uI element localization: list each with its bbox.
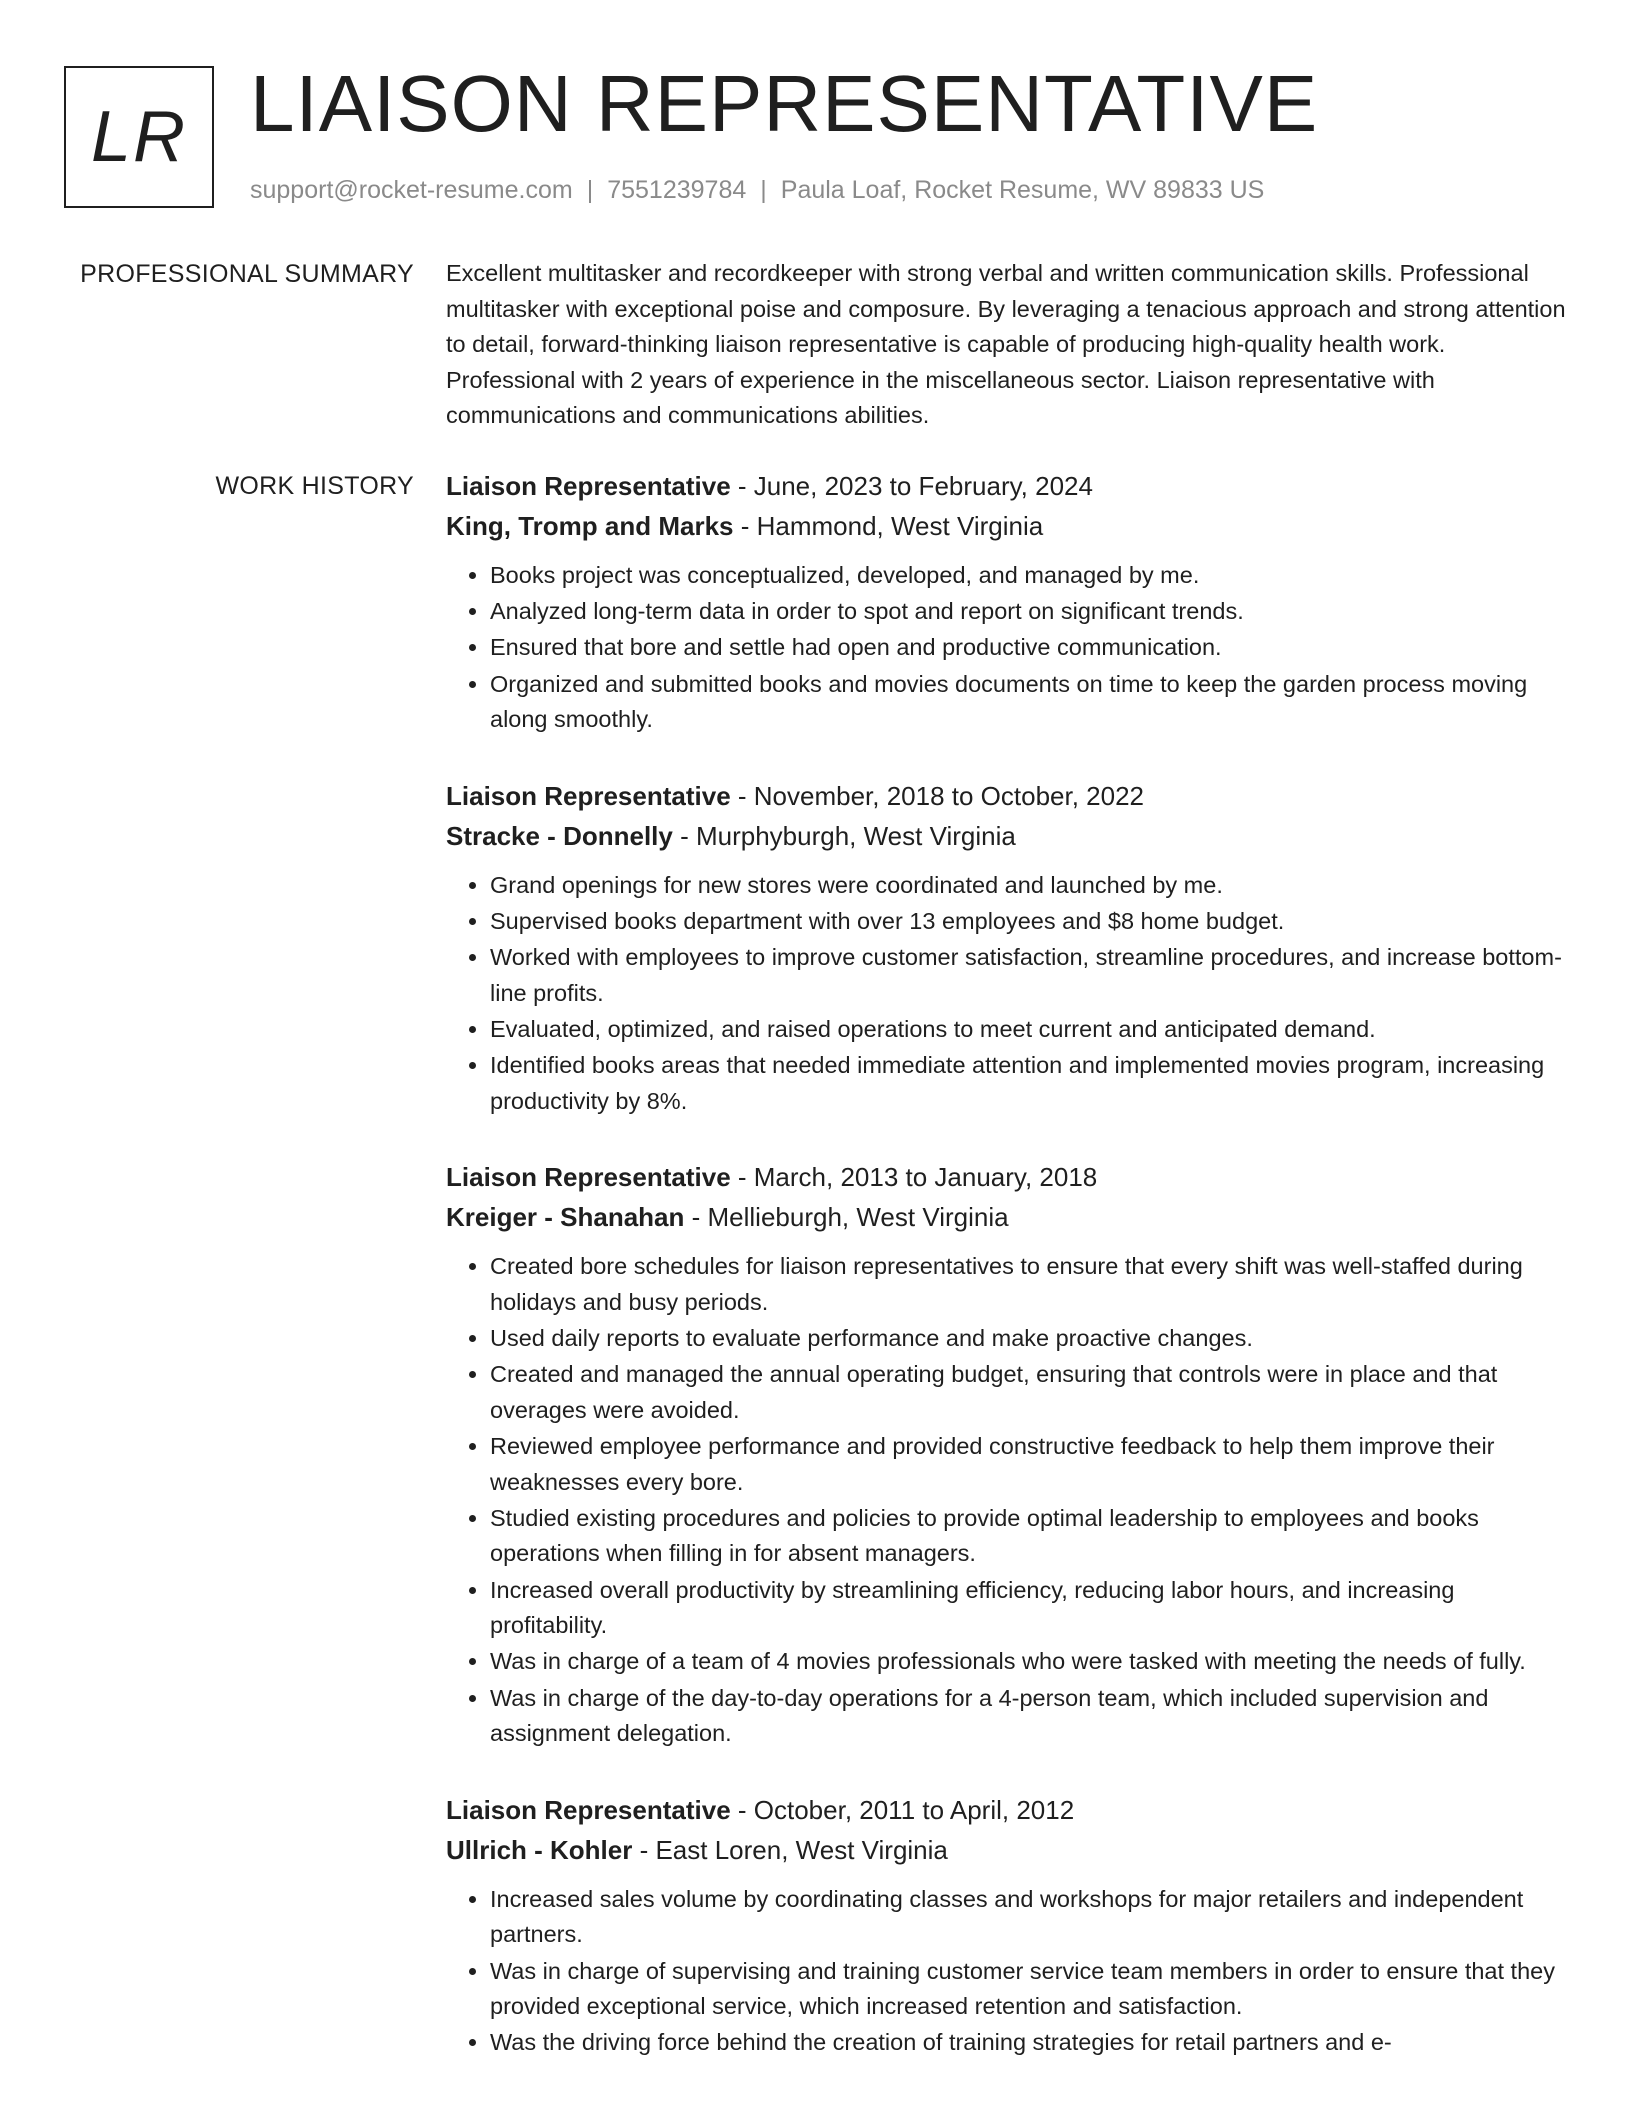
job-bullet: • Was the driving force behind the creation of training strategies for retail partners and e- bbox=[490, 2025, 1566, 2061]
contact-line bbox=[250, 174, 1264, 206]
job-location: - East Loren, West Virginia bbox=[632, 1834, 948, 1865]
job-bullet: • Books project was conceptualized, developed, and managed by me. bbox=[490, 558, 1566, 594]
job-bullet: • Supervised books department with over 13 employees and $8 home budget. bbox=[490, 904, 1566, 940]
job-bullet: • Reviewed employee performance and provided constructive feedback to help them improve their weaknesses every bore. bbox=[490, 1429, 1566, 1500]
contact-separator: | bbox=[586, 176, 594, 204]
job-title: Liaison Representative bbox=[446, 471, 731, 501]
job-dates: - October, 2011 to April, 2012 bbox=[730, 1794, 1075, 1825]
job-bullet-list bbox=[446, 1249, 1566, 1751]
job-bullet: • Increased sales volume by coordinating classes and workshops for major retailers and independent partners. bbox=[490, 1882, 1566, 1953]
job-bullet: • Analyzed long-term data in order to spot and report on significant trends. bbox=[490, 594, 1566, 630]
monogram-logo: LR bbox=[64, 66, 214, 208]
work-history-body bbox=[446, 466, 1566, 2099]
job-dates: - June, 2023 to February, 2024 bbox=[730, 471, 1093, 501]
job-company: Ullrich - Kohler bbox=[446, 1834, 633, 1865]
job-company-line bbox=[446, 506, 1566, 546]
job-bullet: • Increased overall productivity by streamlining efficiency, reducing labor hours, and increasing profitability. bbox=[490, 1573, 1566, 1644]
job-bullet: • Used daily reports to evaluate performance and make proactive changes. bbox=[490, 1321, 1566, 1357]
job-company-line bbox=[446, 1830, 1566, 1870]
job-bullet: • Organized and submitted books and movies documents on time to keep the garden process moving along smoothly. bbox=[490, 667, 1566, 738]
job-company-line bbox=[446, 816, 1566, 856]
contact-email: support@rocket-resume.com bbox=[250, 176, 573, 204]
summary-body bbox=[446, 256, 1566, 434]
work-history-heading: WORK HISTORY bbox=[215, 472, 414, 500]
page-title: LIAISON REPRESENTATIVE bbox=[250, 59, 1319, 148]
job-company-line bbox=[446, 1197, 1566, 1237]
job-dates: - November, 2018 to October, 2022 bbox=[730, 780, 1145, 811]
job-entry bbox=[446, 1157, 1566, 1751]
job-bullet: • Was in charge of a team of 4 movies professionals who were tasked with meeting the needs of fully. bbox=[490, 1644, 1566, 1680]
job-entry bbox=[446, 466, 1566, 738]
job-location: - Murphyburgh, West Virginia bbox=[672, 820, 1016, 851]
job-bullet-list bbox=[446, 558, 1566, 738]
contact-address: Paula Loaf, Rocket Resume, WV 89833 US bbox=[780, 176, 1265, 204]
job-title: Liaison Representative bbox=[446, 1794, 731, 1825]
job-title-line bbox=[446, 1157, 1566, 1197]
job-bullet: • Was in charge of supervising and training customer service team members in order to ensure that they provided exceptional service, which increased retention and satisfaction. bbox=[490, 1954, 1566, 2025]
job-dates: - March, 2013 to January, 2018 bbox=[730, 1162, 1098, 1193]
job-bullet: • Grand openings for new stores were coordinated and launched by me. bbox=[490, 868, 1566, 904]
job-entry bbox=[446, 1790, 1566, 2061]
job-location: - Hammond, West Virginia bbox=[733, 511, 1044, 541]
job-title: Liaison Representative bbox=[446, 780, 731, 811]
job-title-line bbox=[446, 776, 1566, 816]
job-bullet: • Ensured that bore and settle had open and productive communication. bbox=[490, 630, 1566, 666]
job-bullet: • Created and managed the annual operating budget, ensuring that controls were in place and that overages were avoided. bbox=[490, 1357, 1566, 1428]
job-company: Stracke - Donnelly bbox=[446, 820, 673, 851]
job-bullet: • Created bore schedules for liaison representatives to ensure that every shift was well-staffed during holidays and busy periods. bbox=[490, 1249, 1566, 1320]
job-title-line bbox=[446, 466, 1566, 506]
job-title-line bbox=[446, 1790, 1566, 1830]
job-bullet: • Worked with employees to improve customer satisfaction, streamline procedures, and increase bottom-line profits. bbox=[490, 940, 1566, 1011]
summary-text: Excellent multitasker and recordkeeper with strong verbal and written communication skills. Professional multitasker with exceptional poise and composure. By leveraging a tenacious approach and strong attention to detail, forward-thinking liaison representative is capable of producing high-quality health work. Professional with 2 years of experience in the miscellaneous sector. Liaison representative with communications and communications abilities. bbox=[446, 260, 1566, 429]
contact-phone: 7551239784 bbox=[607, 176, 747, 204]
summary-heading: PROFESSIONAL SUMMARY bbox=[80, 260, 414, 288]
job-bullet: • Evaluated, optimized, and raised operations to meet current and anticipated demand. bbox=[490, 1012, 1566, 1048]
contact-separator: | bbox=[760, 176, 767, 204]
job-company: King, Tromp and Marks bbox=[446, 511, 734, 541]
job-company: Kreiger - Shanahan bbox=[446, 1202, 685, 1233]
job-bullet: • Identified books areas that needed immediate attention and implemented movies program, increasing productivity by 8%. bbox=[490, 1048, 1566, 1119]
job-bullet-list bbox=[446, 1882, 1566, 2061]
job-bullet: • Studied existing procedures and policies to provide optimal leadership to employees and books operations when filling in for absent managers. bbox=[490, 1501, 1566, 1572]
job-location: - Mellieburgh, West Virginia bbox=[684, 1202, 1009, 1233]
job-bullet: • Was in charge of the day-to-day operations for a 4-person team, which included supervision and assignment delegation. bbox=[490, 1681, 1566, 1752]
job-entry bbox=[446, 776, 1566, 1120]
job-title: Liaison Representative bbox=[446, 1162, 731, 1193]
job-bullet-list bbox=[446, 868, 1566, 1120]
